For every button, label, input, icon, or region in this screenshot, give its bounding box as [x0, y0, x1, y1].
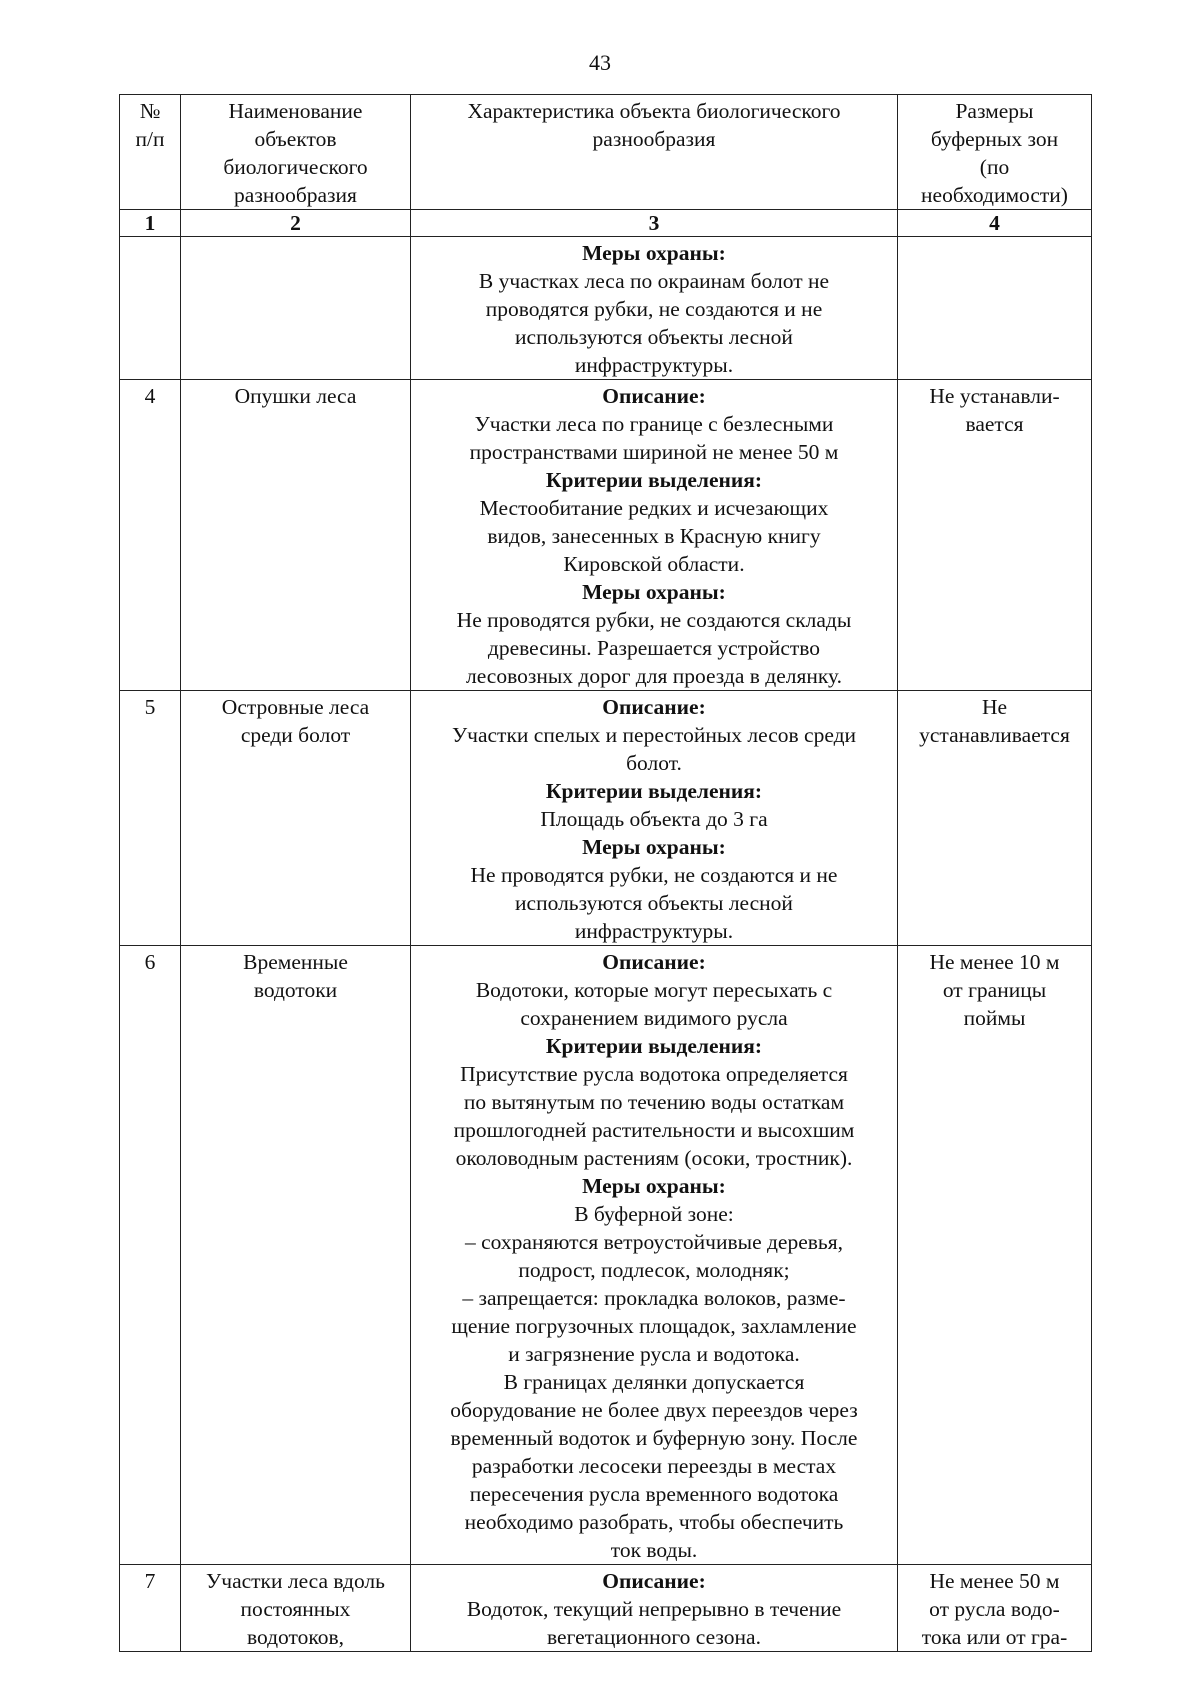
header-line: Наименование [228, 99, 363, 123]
section-heading: Описание: [602, 950, 706, 974]
table-header-row [120, 95, 1092, 210]
column-number-1: 1 [120, 210, 181, 237]
object-name-line: Временные [243, 950, 348, 974]
header-line: № [139, 99, 161, 123]
buffer-zone-size-line: Не менее 10 м [929, 950, 1060, 974]
table-row [120, 946, 1092, 1565]
object-name [181, 237, 411, 380]
buffer-zone-size-line: тока или от гра- [921, 1625, 1068, 1649]
row-number: 5 [120, 691, 181, 946]
characteristic-line: В границах делянки допускается [503, 1370, 805, 1394]
header-line: необходимости) [921, 183, 1068, 207]
section-heading: Критерии выделения: [545, 1034, 763, 1058]
buffer-zone-size [898, 946, 1092, 1565]
object-name [181, 380, 411, 691]
object-name-line: водотоки [253, 978, 338, 1002]
header-line: разнообразия [234, 183, 357, 207]
column-number-2: 2 [181, 210, 411, 237]
header-line: биологического [223, 155, 368, 179]
characteristic-line: – сохраняются ветроустойчивые деревья, [465, 1230, 843, 1254]
header-col-number [120, 95, 181, 210]
object-name-line: Островные леса [221, 695, 370, 719]
characteristic-line: Участки спелых и перестойных лесов среди [451, 723, 857, 747]
table-row [120, 380, 1092, 691]
buffer-zone-size [898, 380, 1092, 691]
table-row [120, 691, 1092, 946]
object-characteristic [411, 946, 898, 1565]
object-name [181, 946, 411, 1565]
characteristic-line: и загрязнение русла и водотока. [508, 1342, 800, 1366]
buffer-zone-size-line: Не устанавли- [929, 384, 1060, 408]
characteristic-line: древесины. Разрешается устройство [487, 636, 821, 660]
characteristic-line: временный водоток и буферную зону. После [450, 1426, 858, 1450]
header-line: (по [979, 155, 1010, 179]
characteristic-line: лесовозных дорог для проезда в делянку. [465, 664, 843, 688]
characteristic-line: прошлогодней растительности и высохшим [453, 1118, 855, 1142]
row-number: 6 [120, 946, 181, 1565]
header-line: Размеры [955, 99, 1034, 123]
section-heading: Меры охраны: [582, 241, 726, 265]
characteristic-line: по вытянутым по течению воды остаткам [463, 1090, 845, 1114]
characteristic-line: болот. [626, 751, 682, 775]
characteristic-line: Участки леса по границе с безлесными [474, 412, 834, 436]
buffer-zone-size [898, 1565, 1092, 1652]
characteristic-line: околоводным растениям (осоки, тростник). [455, 1146, 853, 1170]
characteristic-line: вегетационного сезона. [547, 1625, 761, 1649]
table-row [120, 237, 1092, 380]
header-col-buffer-size [898, 95, 1092, 210]
buffer-zone-size-line: от границы [942, 978, 1047, 1002]
section-heading: Критерии выделения: [545, 468, 763, 492]
table-body [120, 237, 1092, 1652]
characteristic-line: ток воды. [610, 1538, 698, 1562]
characteristic-line: Площадь объекта до 3 га [540, 807, 768, 831]
buffer-zone-size-line: Не менее 50 м [929, 1569, 1060, 1593]
section-heading: Описание: [602, 1569, 706, 1593]
table-row [120, 1565, 1092, 1652]
header-col-characteristic [411, 95, 898, 210]
characteristic-line: Присутствие русла водотока определяется [460, 1062, 848, 1086]
characteristic-line: пространствами шириной не менее 50 м [469, 440, 839, 464]
buffer-zone-size-line: устанавливается [919, 723, 1070, 747]
object-name-line: Опушки леса [234, 384, 357, 408]
characteristic-line: Кировской области. [563, 552, 745, 576]
section-heading: Описание: [602, 384, 706, 408]
header-line: буферных зон [930, 127, 1059, 151]
header-line: разнообразия [592, 127, 716, 151]
column-number-3: 3 [411, 210, 898, 237]
buffer-zone-size-line: поймы [963, 1006, 1026, 1030]
section-heading: Описание: [602, 695, 706, 719]
row-number: 7 [120, 1565, 181, 1652]
characteristic-line: Местообитание редких и исчезающих [479, 496, 829, 520]
characteristic-line: Не проводятся рубки, не создаются склады [456, 608, 852, 632]
characteristic-line: подрост, подлесок, молодняк; [518, 1258, 790, 1282]
biodiversity-table [119, 94, 1092, 1652]
column-numbering-row [120, 210, 1092, 237]
characteristic-line: видов, занесенных в Красную книгу [487, 524, 821, 548]
characteristic-line: разработки лесосеки переезды в местах [471, 1454, 837, 1478]
characteristic-line: щение погрузочных площадок, захламление [451, 1314, 857, 1338]
characteristic-line: оборудование не более двух переездов через [450, 1398, 858, 1422]
characteristic-line: Водотоки, которые могут пересыхать с [475, 978, 833, 1002]
header-line: Характеристика объекта биологического [467, 99, 841, 123]
header-line: п/п [135, 127, 165, 151]
characteristic-line: В буферной зоне: [574, 1202, 734, 1226]
section-heading: Критерии выделения: [545, 779, 763, 803]
buffer-zone-size-line: от русла водо- [929, 1597, 1060, 1621]
characteristic-line: используются объекты лесной [515, 891, 793, 915]
characteristic-line: необходимо разобрать, чтобы обеспечить [464, 1510, 844, 1534]
row-number [120, 237, 181, 380]
object-characteristic [411, 691, 898, 946]
characteristic-line: – запрещается: прокладка волоков, разме- [462, 1286, 846, 1310]
header-line: объектов [254, 127, 337, 151]
characteristic-line: инфраструктуры. [574, 353, 734, 377]
section-heading: Меры охраны: [582, 1174, 726, 1198]
object-characteristic [411, 1565, 898, 1652]
characteristic-line: Не проводятся рубки, не создаются и не [470, 863, 838, 887]
buffer-zone-size-line: Не [981, 695, 1008, 719]
object-characteristic [411, 237, 898, 380]
characteristic-line: В участках леса по окраинам болот не [478, 269, 830, 293]
characteristic-line: Водоток, текущий непрерывно в течение [466, 1597, 842, 1621]
object-name-line: постоянных [240, 1597, 351, 1621]
characteristic-line: используются объекты лесной [515, 325, 793, 349]
buffer-zone-size-line: вается [965, 412, 1024, 436]
header-col-name [181, 95, 411, 210]
object-name [181, 691, 411, 946]
characteristic-line: сохранением видимого русла [520, 1006, 788, 1030]
characteristic-line: пересечения русла временного водотока [469, 1482, 839, 1506]
column-number-4: 4 [898, 210, 1092, 237]
section-heading: Меры охраны: [582, 580, 726, 604]
section-heading: Меры охраны: [582, 835, 726, 859]
row-number: 4 [120, 380, 181, 691]
characteristic-line: инфраструктуры. [574, 919, 734, 943]
object-name-line: среди болот [240, 723, 351, 747]
buffer-zone-size [898, 237, 1092, 380]
object-name-line: водотоков, [246, 1625, 345, 1649]
object-characteristic [411, 380, 898, 691]
characteristic-line: проводятся рубки, не создаются и не [485, 297, 823, 321]
buffer-zone-size [898, 691, 1092, 946]
object-name [181, 1565, 411, 1652]
page-number: 43 [589, 50, 611, 75]
object-name-line: Участки леса вдоль [206, 1569, 385, 1593]
